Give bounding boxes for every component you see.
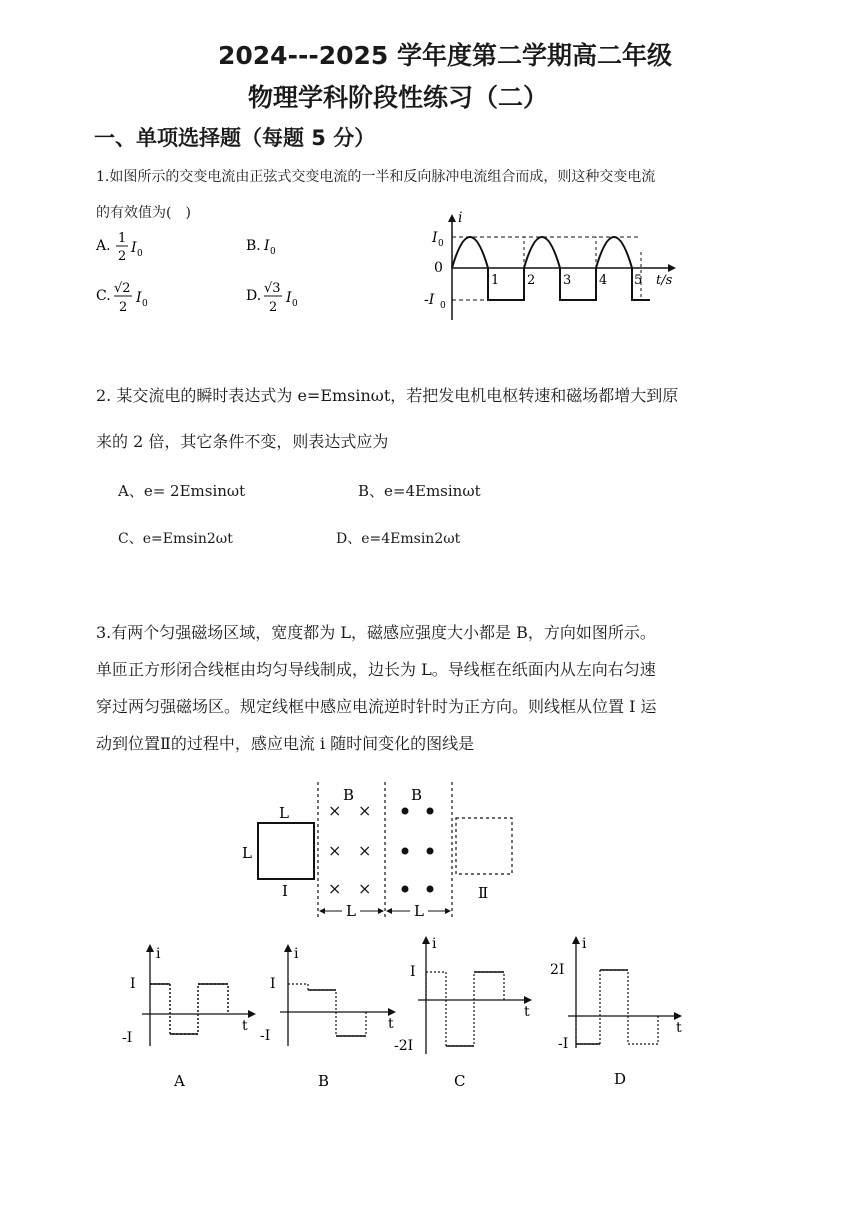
q3-frame-side-label-left: L [242,844,252,862]
q1-option-a[interactable] [95,231,143,264]
svg-text:2: 2 [118,249,127,264]
q2-option-b[interactable]: B、e=4Emsinωt [358,482,481,500]
svg-text:C.: C. [96,288,111,304]
svg-text:1: 1 [118,231,127,246]
q1-tick-3: 3 [563,273,572,288]
q3-position-1-label: I [282,882,288,900]
q1-option-c[interactable] [96,281,148,315]
svg-text:0: 0 [438,239,444,249]
q1-origin-label: 0 [434,260,443,276]
q2-text-line1: 2. 某交流电的瞬时表达式为 e=Emsinωt，若把发电机电枢转速和磁场都增大到原 [96,386,679,405]
svg-text:0: 0 [142,299,148,309]
q1-half-sine-3 [596,237,632,268]
q2-option-c[interactable]: C、e=Emsin2ωt [118,531,233,547]
q3-width2-label: L [414,902,424,920]
q3-frame-position-1 [258,823,314,879]
svg-text:-I: -I [558,1036,569,1052]
svg-text:×: × [358,841,372,860]
q3-field-out-of-page [402,808,434,893]
q1-label-I0: I [432,230,438,246]
section-heading: 一、单项选择题（每题 5 分） [94,126,376,150]
svg-text:-I: -I [122,1030,133,1046]
q3-answer-graphs [110,936,710,1096]
q1-tick-4: 4 [599,273,608,288]
svg-text:i: i [156,946,161,962]
q1-tick-1: 1 [491,273,500,288]
svg-text:I: I [131,240,137,256]
svg-text:I: I [136,290,142,306]
q1-x-axis-label: t/s [656,273,673,288]
svg-text:I: I [264,238,270,254]
svg-text:i: i [294,946,299,962]
q1-y-axis-label: i [458,210,463,226]
q3-text-line3: 穿过两匀强磁场区。规定线框中感应电流逆时针时为正方向。则线框从位置 I 运 [96,697,657,716]
exam-title-line2: 物理学科阶段性练习（二） [248,83,549,112]
svg-text:×: × [328,879,342,898]
q3-graph-b[interactable] [260,944,396,1090]
q3-position-2-label: Ⅱ [478,884,489,902]
q3-field1-label: B [343,786,355,804]
q3-graph-d-label[interactable]: D [614,1070,627,1088]
svg-text:i: i [582,936,587,952]
q1-current-graph [420,208,690,328]
q3-frame-side-label-top: L [279,804,289,822]
svg-text:A.: A. [96,238,111,254]
q3-graph-d[interactable] [550,936,682,1088]
svg-text:0: 0 [137,249,143,259]
svg-text:-I: -I [260,1028,271,1044]
q2-option-d[interactable]: D、e=4Emsin2ωt [336,531,461,547]
q3-frame-position-2 [456,818,512,874]
svg-text:I: I [270,976,276,992]
q3-field-into-page [328,801,371,898]
q1-tick-2: 2 [527,273,536,288]
svg-text:t: t [524,1004,530,1020]
q1-text-line1: 1.如图所示的交变电流由正弦式交变电流的一半和反向脉冲电流组合而成，则这种交变电流 [96,169,656,185]
svg-text:×: × [328,841,342,860]
svg-text:t: t [388,1016,394,1032]
svg-text:I: I [130,976,136,992]
svg-text:×: × [328,801,342,820]
svg-text:2: 2 [269,300,278,315]
q3-text-line4: 动到位置Ⅱ的过程中，感应电流 i 随时间变化的图线是 [96,734,475,753]
svg-text:√2: √2 [114,281,131,296]
exam-title-line1: 2024---2025 学年度第二学期高二年级 [218,41,672,70]
svg-text:0: 0 [292,299,298,309]
svg-text:I: I [410,964,416,980]
svg-text:×: × [358,801,372,820]
q1-option-d[interactable] [246,281,298,315]
q2-option-a[interactable]: A、e= 2Emsinωt [118,482,246,500]
svg-text:t: t [676,1020,682,1036]
q1-option-b[interactable] [246,238,276,257]
q3-text-line1: 3.有两个匀强磁场区域，宽度都为 L，磁感应强度大小都是 B，方向如图所示。 [96,623,656,642]
q3-graph-c-label[interactable]: C [454,1072,466,1090]
svg-text:×: × [358,879,372,898]
svg-text:I: I [286,290,292,306]
q1-half-sine-1 [452,237,488,268]
q1-text-line2: 的有效值为( ) [96,205,191,221]
q3-field-figure [230,778,530,928]
q3-text-line2: 单匝正方形闭合线框由均匀导线制成，边长为 L。导线框在纸面内从左向右匀速 [96,660,656,679]
svg-text:-2I: -2I [394,1038,414,1054]
q3-width1-label: L [346,902,356,920]
q3-field2-label: B [411,786,423,804]
q3-graph-b-label[interactable]: B [318,1072,330,1090]
svg-text:2I: 2I [550,962,565,978]
q1-label-neg-I0: -I [424,292,435,308]
svg-text:2: 2 [119,300,128,315]
q3-graph-c[interactable] [394,936,532,1090]
q1-options [90,228,330,328]
svg-text:B.: B. [246,238,261,254]
q3-graph-a[interactable] [122,944,256,1090]
svg-text:0: 0 [440,301,446,311]
q1-half-sine-2 [524,237,560,268]
svg-text:0: 0 [270,247,276,257]
svg-text:t: t [242,1018,248,1034]
q3-graph-a-label[interactable]: A [174,1072,185,1090]
q1-tick-5: 5 [634,273,643,288]
svg-text:D.: D. [246,288,262,304]
svg-text:i: i [432,936,437,952]
svg-text:√3: √3 [264,281,281,296]
q2-text-line2: 来的 2 倍，其它条件不变，则表达式应为 [96,432,389,451]
